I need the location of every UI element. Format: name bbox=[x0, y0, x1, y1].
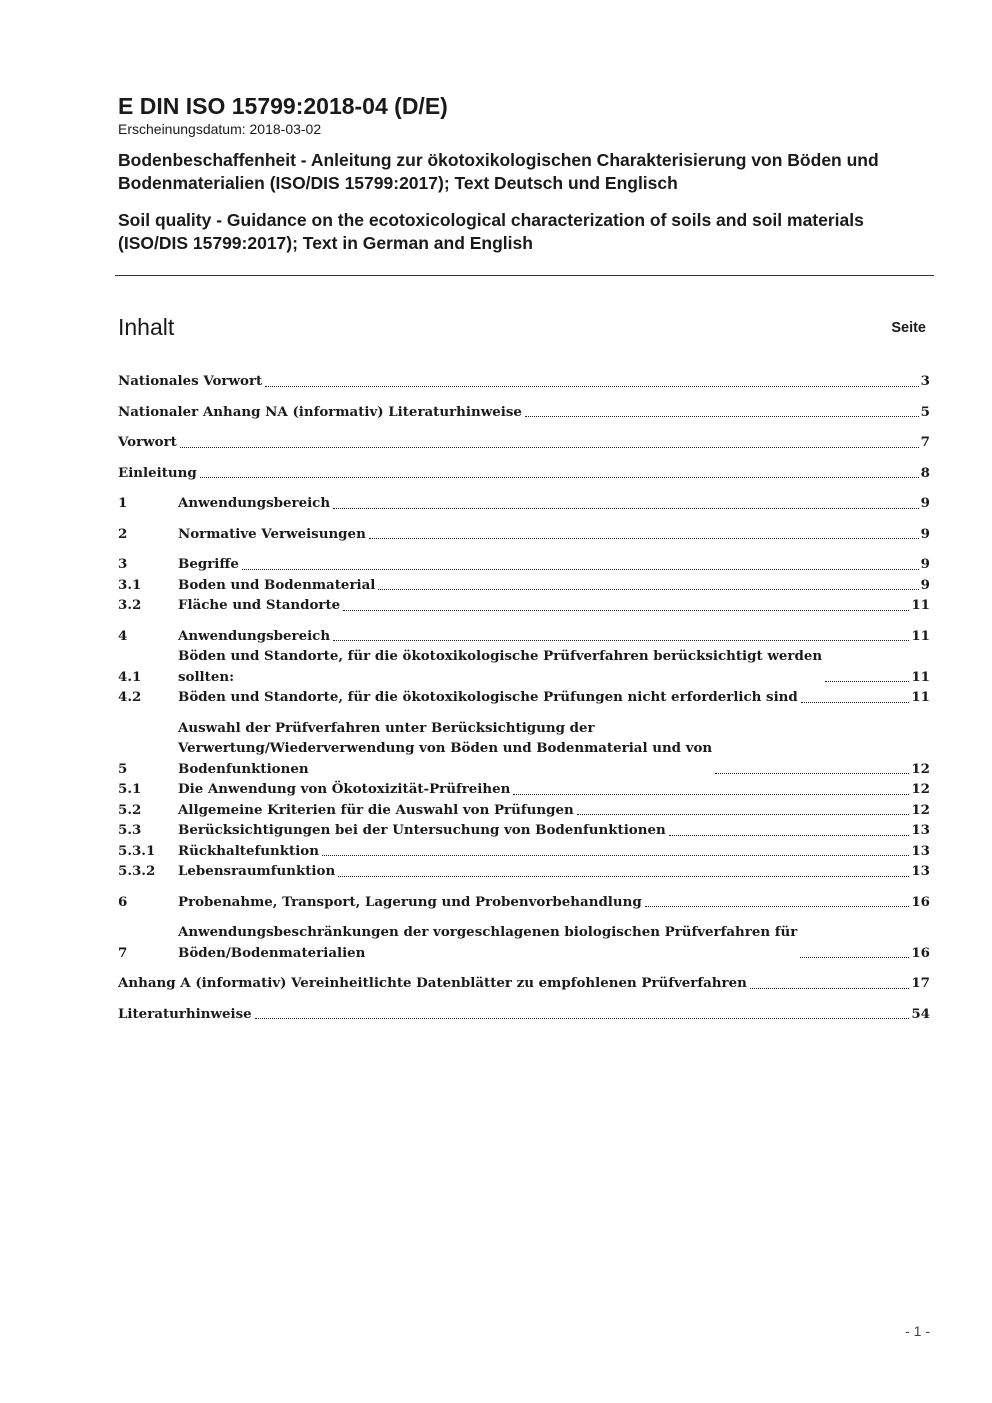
toc-entry-page: 11 bbox=[911, 597, 930, 613]
toc-entry-title: Einleitung bbox=[118, 464, 197, 481]
toc-entry[interactable] bbox=[118, 841, 930, 862]
toc-entry-number: 3.1 bbox=[118, 576, 142, 593]
toc-entry-page: 11 bbox=[911, 689, 930, 705]
toc-entry-title: Die Anwendung von Ökotoxizität-Prüfreihen bbox=[178, 781, 511, 797]
document-id: E DIN ISO 15799:2018-04 (D/E) bbox=[118, 93, 448, 119]
toc-entry-page: 13 bbox=[911, 822, 930, 838]
toc-entry[interactable] bbox=[118, 493, 930, 514]
toc-dot-leader bbox=[255, 1018, 910, 1019]
toc-entry-title: Allgemeine Kriterien für die Auswahl von Prüfungen bbox=[178, 801, 574, 818]
toc-entry-page: 12 bbox=[911, 801, 930, 818]
toc-entry-page: 12 bbox=[911, 781, 930, 797]
toc-dot-leader bbox=[378, 589, 918, 590]
toc-entry-page: 9 bbox=[920, 556, 930, 572]
toc-entry-title: Rückhaltefunktion bbox=[178, 842, 319, 859]
toc-entry-title: Anwendungsbeschränkungen der vorgeschlagenen biologischen Prüfverfahren für Böden/Bodenmaterialien bbox=[178, 924, 798, 961]
toc-entry-title: Vorwort bbox=[118, 434, 177, 450]
toc-entry[interactable] bbox=[118, 800, 930, 821]
toc-entry-number: 5.3.1 bbox=[118, 842, 156, 859]
toc-entry-page: 54 bbox=[911, 1005, 930, 1022]
toc-entry-number: 3.2 bbox=[118, 597, 142, 613]
toc-entry-number: 7 bbox=[118, 944, 128, 961]
toc-entry-page: 13 bbox=[911, 863, 930, 879]
toc-entry-number: 6 bbox=[118, 893, 128, 910]
toc-dot-leader bbox=[333, 640, 909, 641]
toc-dot-leader bbox=[180, 447, 919, 448]
toc-entry[interactable] bbox=[118, 575, 930, 596]
toc-entry[interactable] bbox=[118, 463, 930, 484]
header-divider bbox=[115, 275, 934, 276]
toc-dot-leader bbox=[825, 681, 909, 682]
toc-entry-title: Berücksichtigungen bei der Untersuchung von Bodenfunktionen bbox=[178, 822, 666, 838]
toc-entry-page: 12 bbox=[911, 760, 930, 777]
toc-entry-page: 9 bbox=[920, 525, 930, 542]
toc-entry-title: Fläche und Standorte bbox=[178, 597, 341, 613]
toc-page-label: Seite bbox=[891, 320, 926, 336]
title-english: Soil quality - Guidance on the ecotoxicological characterization of soils and soil materials (ISO/DIS 15799:2017); Text in German and English bbox=[118, 210, 864, 253]
toc-entry-page: 9 bbox=[920, 576, 930, 593]
toc-entry-number: 4.1 bbox=[118, 668, 142, 685]
toc-entry[interactable] bbox=[118, 718, 930, 780]
toc-entry-number: 5.3 bbox=[118, 822, 142, 838]
toc-dot-leader bbox=[800, 957, 909, 958]
toc-entry-title: Anwendungsbereich bbox=[178, 495, 331, 511]
toc-entry-number: 5.1 bbox=[118, 781, 142, 797]
toc-dot-leader bbox=[801, 702, 910, 703]
toc-entry[interactable] bbox=[118, 973, 930, 994]
toc-entry-title: Anhang A (informativ) Vereinheitlichte Datenblätter zu empfohlenen Prüfverfahren bbox=[118, 975, 747, 991]
toc-entry-title: Literaturhinweise bbox=[118, 1005, 252, 1022]
toc-entry-title: Böden und Standorte, für die ökotoxikologische Prüfungen nicht erforderlich sind bbox=[178, 689, 798, 705]
toc-heading-row bbox=[118, 312, 926, 342]
table-of-contents bbox=[118, 371, 930, 1024]
toc-entry-title: Lebensraumfunktion bbox=[178, 863, 336, 879]
toc-entry-page: 13 bbox=[911, 842, 930, 859]
toc-entry-page: 16 bbox=[911, 944, 930, 961]
toc-entry[interactable] bbox=[118, 861, 930, 882]
toc-entry-number: 4 bbox=[118, 627, 128, 644]
toc-entry-number: 2 bbox=[118, 525, 128, 542]
toc-entry-title: Nationaler Anhang NA (informativ) Literaturhinweise bbox=[118, 403, 522, 420]
toc-entry-number: 4.2 bbox=[118, 689, 142, 705]
toc-entry[interactable] bbox=[118, 626, 930, 647]
toc-dot-leader bbox=[265, 386, 918, 387]
toc-entry-title: Anwendungsbereich bbox=[178, 627, 331, 644]
toc-entry[interactable] bbox=[118, 432, 930, 453]
toc-entry-number: 5 bbox=[118, 760, 128, 777]
page-number: - 1 - bbox=[905, 1323, 930, 1339]
document-header bbox=[118, 92, 934, 255]
toc-entry-page: 5 bbox=[920, 403, 930, 420]
toc-entry[interactable] bbox=[118, 820, 930, 841]
toc-entry-title: Auswahl der Prüfverfahren unter Berücksichtigung der Verwertung/Wiederverwendung von Böden und Bodenmaterial und von Bodenfunktionen bbox=[178, 719, 713, 777]
toc-dot-leader bbox=[242, 569, 919, 570]
toc-dot-leader bbox=[715, 773, 909, 774]
toc-entry[interactable] bbox=[118, 779, 930, 800]
toc-dot-leader bbox=[577, 814, 910, 815]
toc-entry[interactable] bbox=[118, 687, 930, 708]
toc-entry[interactable] bbox=[118, 595, 930, 616]
toc-entry-page: 7 bbox=[920, 434, 930, 450]
toc-dot-leader bbox=[645, 906, 910, 907]
toc-dot-leader bbox=[513, 794, 909, 795]
toc-entry[interactable] bbox=[118, 371, 930, 392]
toc-entry-number: 1 bbox=[118, 495, 128, 511]
title-german: Bodenbeschaffenheit - Anleitung zur ökotoxikologischen Charakterisierung von Böden und Bodenmaterialien (ISO/DIS 15799:2017); Text Deutsch und Englisch bbox=[118, 150, 879, 193]
toc-dot-leader bbox=[333, 508, 919, 509]
toc-dot-leader bbox=[343, 610, 909, 611]
toc-entry[interactable] bbox=[118, 1004, 930, 1025]
toc-entry-number: 5.2 bbox=[118, 801, 142, 818]
toc-entry-page: 3 bbox=[920, 373, 930, 389]
toc-entry-page: 9 bbox=[920, 495, 930, 511]
toc-entry[interactable] bbox=[118, 524, 930, 545]
toc-dot-leader bbox=[200, 477, 919, 478]
toc-entry[interactable] bbox=[118, 922, 930, 963]
toc-dot-leader bbox=[338, 876, 909, 877]
toc-dot-leader bbox=[525, 416, 919, 417]
toc-dot-leader bbox=[322, 855, 909, 856]
toc-entry-page: 16 bbox=[911, 893, 930, 910]
toc-entry-number: 3 bbox=[118, 556, 128, 572]
toc-entry-title: Begriffe bbox=[178, 556, 239, 572]
toc-title: Inhalt bbox=[118, 314, 175, 340]
toc-entry-page: 11 bbox=[911, 627, 930, 644]
toc-entry[interactable] bbox=[118, 554, 930, 575]
toc-dot-leader bbox=[669, 835, 910, 836]
toc-entry-title: Normative Verweisungen bbox=[178, 525, 366, 542]
toc-entry[interactable] bbox=[118, 402, 930, 423]
toc-entry-title: Probenahme, Transport, Lagerung und Probenvorbehandlung bbox=[178, 893, 642, 910]
toc-entry-page: 17 bbox=[911, 975, 930, 991]
publication-date: Erscheinungsdatum: 2018-03-02 bbox=[118, 121, 322, 137]
toc-dot-leader bbox=[750, 988, 910, 989]
toc-entry-page: 11 bbox=[911, 668, 930, 685]
toc-entry-title: Boden und Bodenmaterial bbox=[178, 576, 376, 593]
toc-entry-title: Böden und Standorte, für die ökotoxikologische Prüfverfahren berücksichtigt werden sollten: bbox=[178, 648, 823, 685]
toc-entry-page: 8 bbox=[920, 464, 930, 481]
toc-dot-leader bbox=[369, 538, 919, 539]
toc-entry[interactable] bbox=[118, 892, 930, 913]
toc-entry-number: 5.3.2 bbox=[118, 863, 156, 879]
toc-entry[interactable] bbox=[118, 646, 930, 687]
toc-entry-title: Nationales Vorwort bbox=[118, 373, 263, 389]
